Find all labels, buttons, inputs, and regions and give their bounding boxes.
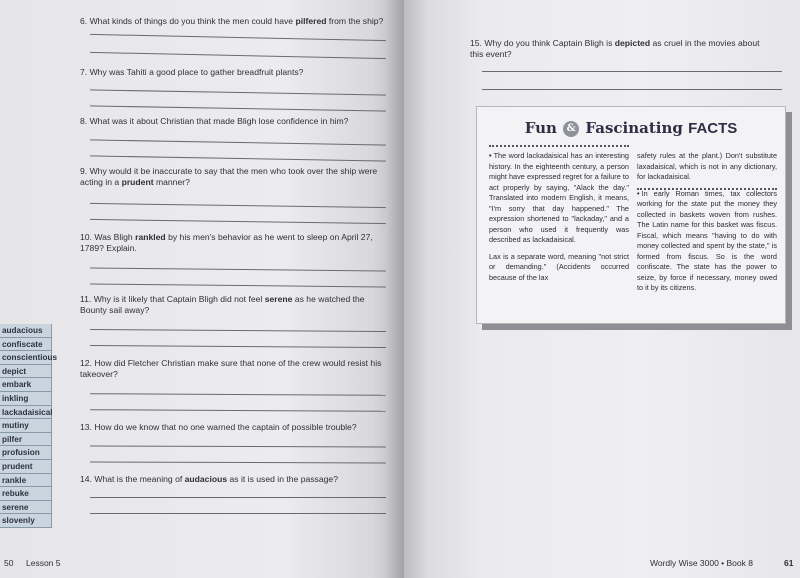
question-text: by his men's behavior as he went to sleep on April 27, 1789? Explain. <box>80 232 373 253</box>
answer-line <box>90 409 386 412</box>
bullet-icon: • <box>489 151 492 160</box>
question-text: What is the meaning of <box>94 474 185 484</box>
facts-title-fun: Fun <box>524 119 557 137</box>
question-text: Why would it be inaccurate to say that the men who took over the ship were acting in a <box>80 166 378 187</box>
word-list-item: confiscate <box>0 338 51 352</box>
word-list-item: profusion <box>0 446 51 460</box>
question-text: Was Bligh <box>94 232 136 242</box>
question-number: 10. <box>80 232 95 242</box>
word-list-item: rankle <box>0 474 51 488</box>
footer-page-number-left: 50 <box>4 558 14 568</box>
question-number: 11. <box>80 294 94 304</box>
vocabulary-word: rankled <box>135 232 166 242</box>
word-list-item: depict <box>0 365 51 379</box>
question-text: as cruel in the movies about this event? <box>470 38 760 59</box>
word-list-item: lackadaisical <box>0 406 51 420</box>
vocabulary-word: depicted <box>614 38 651 48</box>
answer-line <box>90 445 386 447</box>
question-9 <box>80 166 386 188</box>
vocabulary-word: serene <box>264 294 293 304</box>
answer-line <box>90 219 386 224</box>
bullet-icon: • <box>637 188 640 198</box>
question-text: How did Fletcher Christian make sure that none of the crew would resist his takeover? <box>80 358 382 379</box>
question-text: from the ship? <box>326 16 384 26</box>
facts-title-ampersand: & <box>563 121 579 137</box>
vocabulary-word: audacious <box>184 474 228 484</box>
question-number: 6. <box>80 16 90 26</box>
question-13 <box>80 422 386 433</box>
question-number: 9. <box>80 166 90 176</box>
answer-line <box>90 34 386 41</box>
word-list-item: serene <box>0 501 51 515</box>
word-list-item: slovenly <box>0 514 51 528</box>
fact-lax: Lax is a separate word, meaning "not strict or demanding." (Accidents occurred because of the lax <box>489 251 629 282</box>
answer-line <box>482 89 782 90</box>
word-list-item: pilfer <box>0 433 51 447</box>
question-number: 15. <box>470 38 485 48</box>
footer-lesson-label: Lesson 5 <box>26 558 61 568</box>
facts-title <box>477 119 785 137</box>
facts-column-2 <box>637 151 777 300</box>
answer-line <box>90 329 386 332</box>
question-number: 13. <box>80 422 95 432</box>
word-list-item: rebuke <box>0 487 51 501</box>
answer-line <box>90 345 386 348</box>
question-7 <box>80 67 386 78</box>
question-14 <box>80 474 386 485</box>
fun-facts-box <box>476 106 786 324</box>
word-list-sidebar <box>0 324 58 528</box>
question-text: How do we know that no one warned the captain of possible trouble? <box>94 422 357 432</box>
answer-line <box>90 513 386 514</box>
question-text: Why is it likely that Captain Bligh did not feel <box>93 294 265 304</box>
vocabulary-word: prudent <box>121 177 154 187</box>
answer-line <box>90 105 386 111</box>
question-15 <box>470 38 760 60</box>
facts-title-facts: FACTS <box>688 120 738 137</box>
word-list-item: embark <box>0 378 51 392</box>
answer-line <box>90 155 386 161</box>
answer-line <box>90 497 386 498</box>
answer-line <box>90 203 386 208</box>
answer-line <box>90 283 386 287</box>
question-number: 7. <box>80 67 90 77</box>
question-number: 8. <box>80 116 90 126</box>
word-list-item: inkling <box>0 392 51 406</box>
answer-line <box>90 267 386 271</box>
facts-title-fascinating: Fascinating <box>585 119 683 137</box>
question-number: 12. <box>80 358 95 368</box>
question-text: as he watched the Bounty sail away? <box>80 294 365 315</box>
answer-line <box>90 461 386 463</box>
facts-column-1 <box>489 151 629 289</box>
question-8 <box>80 116 386 127</box>
question-text: as it is used in the passage? <box>227 474 338 484</box>
dotted-divider <box>489 145 629 147</box>
question-text: manner? <box>153 177 190 187</box>
question-number: 14. <box>80 474 95 484</box>
question-12 <box>80 358 386 380</box>
word-list-item: prudent <box>0 460 51 474</box>
vocabulary-word: pilfered <box>295 16 327 26</box>
word-list-item: mutiny <box>0 419 51 433</box>
question-text: What kinds of things do you think the men could have <box>89 16 296 26</box>
answer-line <box>482 71 782 72</box>
question-6 <box>80 16 386 27</box>
answer-line <box>90 393 386 396</box>
answer-line <box>90 139 386 145</box>
question-text: Why do you think Captain Bligh is <box>484 38 615 48</box>
fact-lackadaisical: The word lackadaisical has an interesting history. In the eighteenth century, a person might have expressed regret for a failure to act properly by saying, "Alack the day." Translated into modern English, it means, "I'm sorry that day happened." The expression shortened to "lackaday," and a person who used it frequently was described as lackadaisical. <box>489 151 629 244</box>
footer-book-label: Wordly Wise 3000 • Book 8 <box>650 558 753 568</box>
answer-line <box>90 52 386 59</box>
question-text: What was it about Christian that made Bligh lose confidence in him? <box>89 116 349 126</box>
question-text: Why was Tahiti a good place to gather breadfruit plants? <box>89 67 304 77</box>
footer-page-number-right: 61 <box>784 558 794 568</box>
answer-line <box>90 89 386 95</box>
fact-lax-continued: safety rules at the plant.) Don't substitute laxadaisical, which is not in any dictionary, for lackadaisical. <box>637 151 777 181</box>
word-list-item: conscientious <box>0 351 51 365</box>
word-list-item: audacious <box>0 324 51 338</box>
question-10 <box>80 232 386 254</box>
question-11 <box>80 294 386 316</box>
fact-confiscate: In early Roman times, tax collectors working for the state put the money they collected in baskets woven from rushes. The Latin name for this basket was fiscus. Fiscal, which means "having to do with money collected and spent by the state," is formed from fiscus. So is the word confiscate. The state has the power to seize, by force if necessary, money owed to it by its citizens. <box>637 188 777 292</box>
right-page <box>404 0 800 578</box>
